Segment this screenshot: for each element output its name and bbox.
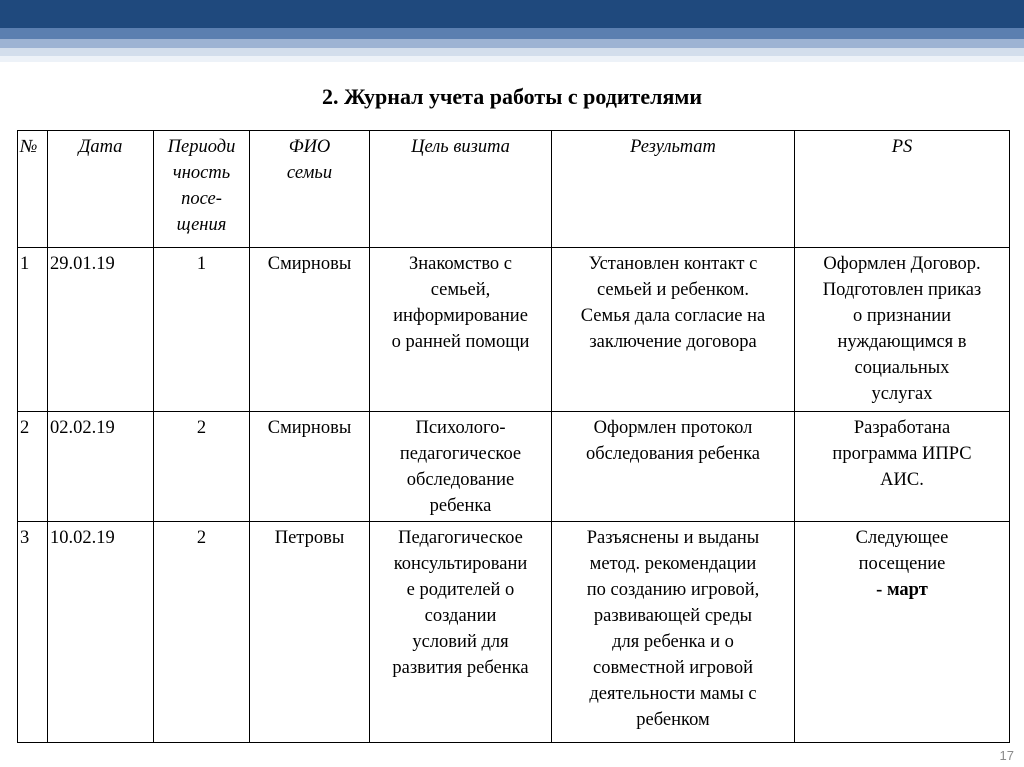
- goal-line: ребенка: [429, 496, 492, 516]
- header-frequency-line: Периоди: [167, 137, 236, 157]
- result-line: Разъяснены и выданы: [586, 528, 760, 548]
- ps-line: о признании: [852, 306, 952, 326]
- ps-line: посещение: [858, 554, 946, 574]
- result-line: деятельности мамы с: [589, 684, 757, 704]
- ps-line: программа ИПРС: [832, 444, 972, 464]
- goal-line: Знакомство с: [408, 254, 513, 274]
- row-family: Смирновы: [250, 412, 370, 522]
- table-header-row: [18, 131, 1010, 248]
- header-band-dark: [0, 0, 1024, 28]
- result-line: заключение договора: [589, 332, 757, 352]
- row-goal: [370, 412, 552, 522]
- goal-line: развития ребенка: [392, 658, 529, 678]
- ps-line: услугах: [871, 384, 933, 404]
- result-line: развивающей среды: [593, 606, 753, 626]
- header-date: Дата: [48, 131, 154, 248]
- header-frequency-line: щения: [176, 215, 227, 235]
- row-num: 2: [18, 412, 48, 522]
- header-family: [250, 131, 370, 248]
- row-ps: [795, 412, 1010, 522]
- row-date: 29.01.19: [48, 248, 154, 412]
- header-family-line: семьи: [286, 163, 333, 183]
- parent-work-journal-table: [17, 130, 1010, 743]
- result-line: Оформлен протокол: [593, 418, 753, 438]
- header-band-light: [0, 39, 1024, 48]
- row-date: 10.02.19: [48, 522, 154, 743]
- goal-line: обследование: [406, 470, 515, 490]
- result-line: совместной игровой: [593, 658, 753, 678]
- row-ps: [795, 248, 1010, 412]
- ps-line: социальных: [854, 358, 950, 378]
- goal-line: информирование: [393, 306, 528, 326]
- goal-line: создании: [424, 606, 497, 626]
- header-goal: Цель визита: [370, 131, 552, 248]
- ps-line: Следующее: [855, 528, 949, 548]
- header-frequency-line: посе-: [181, 189, 222, 209]
- ps-line: нуждающимся в: [837, 332, 967, 352]
- row-frequency: 2: [154, 522, 250, 743]
- table-row: [18, 248, 1010, 412]
- result-line: по созданию игровой,: [586, 580, 760, 600]
- row-result: [552, 412, 795, 522]
- goal-line: Педагогическое: [398, 528, 523, 548]
- result-line: метод. рекомендации: [589, 554, 757, 574]
- header-band-pale: [0, 48, 1024, 56]
- table-row: [18, 522, 1010, 743]
- result-line: Семья дала согласие на: [580, 306, 766, 326]
- goal-line: е родителей о: [406, 580, 515, 600]
- header-frequency-line: чность: [172, 163, 231, 183]
- ps-line: Разработана: [853, 418, 951, 438]
- goal-line: Психолого-: [415, 418, 506, 438]
- goal-line: консультировани: [393, 554, 528, 574]
- row-num: 3: [18, 522, 48, 743]
- header-ps: PS: [795, 131, 1010, 248]
- row-frequency: 1: [154, 248, 250, 412]
- row-result: [552, 522, 795, 743]
- goal-line: семьей,: [430, 280, 491, 300]
- row-goal: [370, 522, 552, 743]
- result-line: обследования ребенка: [585, 444, 761, 464]
- row-goal: [370, 248, 552, 412]
- row-num: 1: [18, 248, 48, 412]
- row-family: Смирновы: [250, 248, 370, 412]
- result-line: Установлен контакт с: [588, 254, 758, 274]
- header-band-medium: [0, 28, 1024, 39]
- goal-line: педагогическое: [399, 444, 522, 464]
- page-number: 17: [999, 748, 1014, 763]
- row-ps: [795, 522, 1010, 743]
- header-frequency: [154, 131, 250, 248]
- header-result: Результат: [552, 131, 795, 248]
- result-line: для ребенка и о: [612, 632, 734, 652]
- header-band-faint: [0, 56, 1024, 62]
- goal-line: условий для: [412, 632, 509, 652]
- table-row: [18, 412, 1010, 522]
- row-frequency: 2: [154, 412, 250, 522]
- ps-line: АИС.: [880, 470, 924, 490]
- header-num: №: [18, 131, 48, 248]
- row-result: [552, 248, 795, 412]
- next-visit-month: - март: [876, 580, 928, 600]
- ps-line: Подготовлен приказ: [822, 280, 982, 300]
- goal-line: о ранней помощи: [391, 332, 530, 352]
- result-line: ребенком: [636, 710, 710, 730]
- header-family-line: ФИО: [288, 137, 331, 157]
- page-title: 2. Журнал учета работы с родителями: [321, 84, 703, 109]
- row-family: Петровы: [250, 522, 370, 743]
- row-date: 02.02.19: [48, 412, 154, 522]
- result-line: семьей и ребенком.: [596, 280, 750, 300]
- ps-line: Оформлен Договор.: [823, 254, 981, 274]
